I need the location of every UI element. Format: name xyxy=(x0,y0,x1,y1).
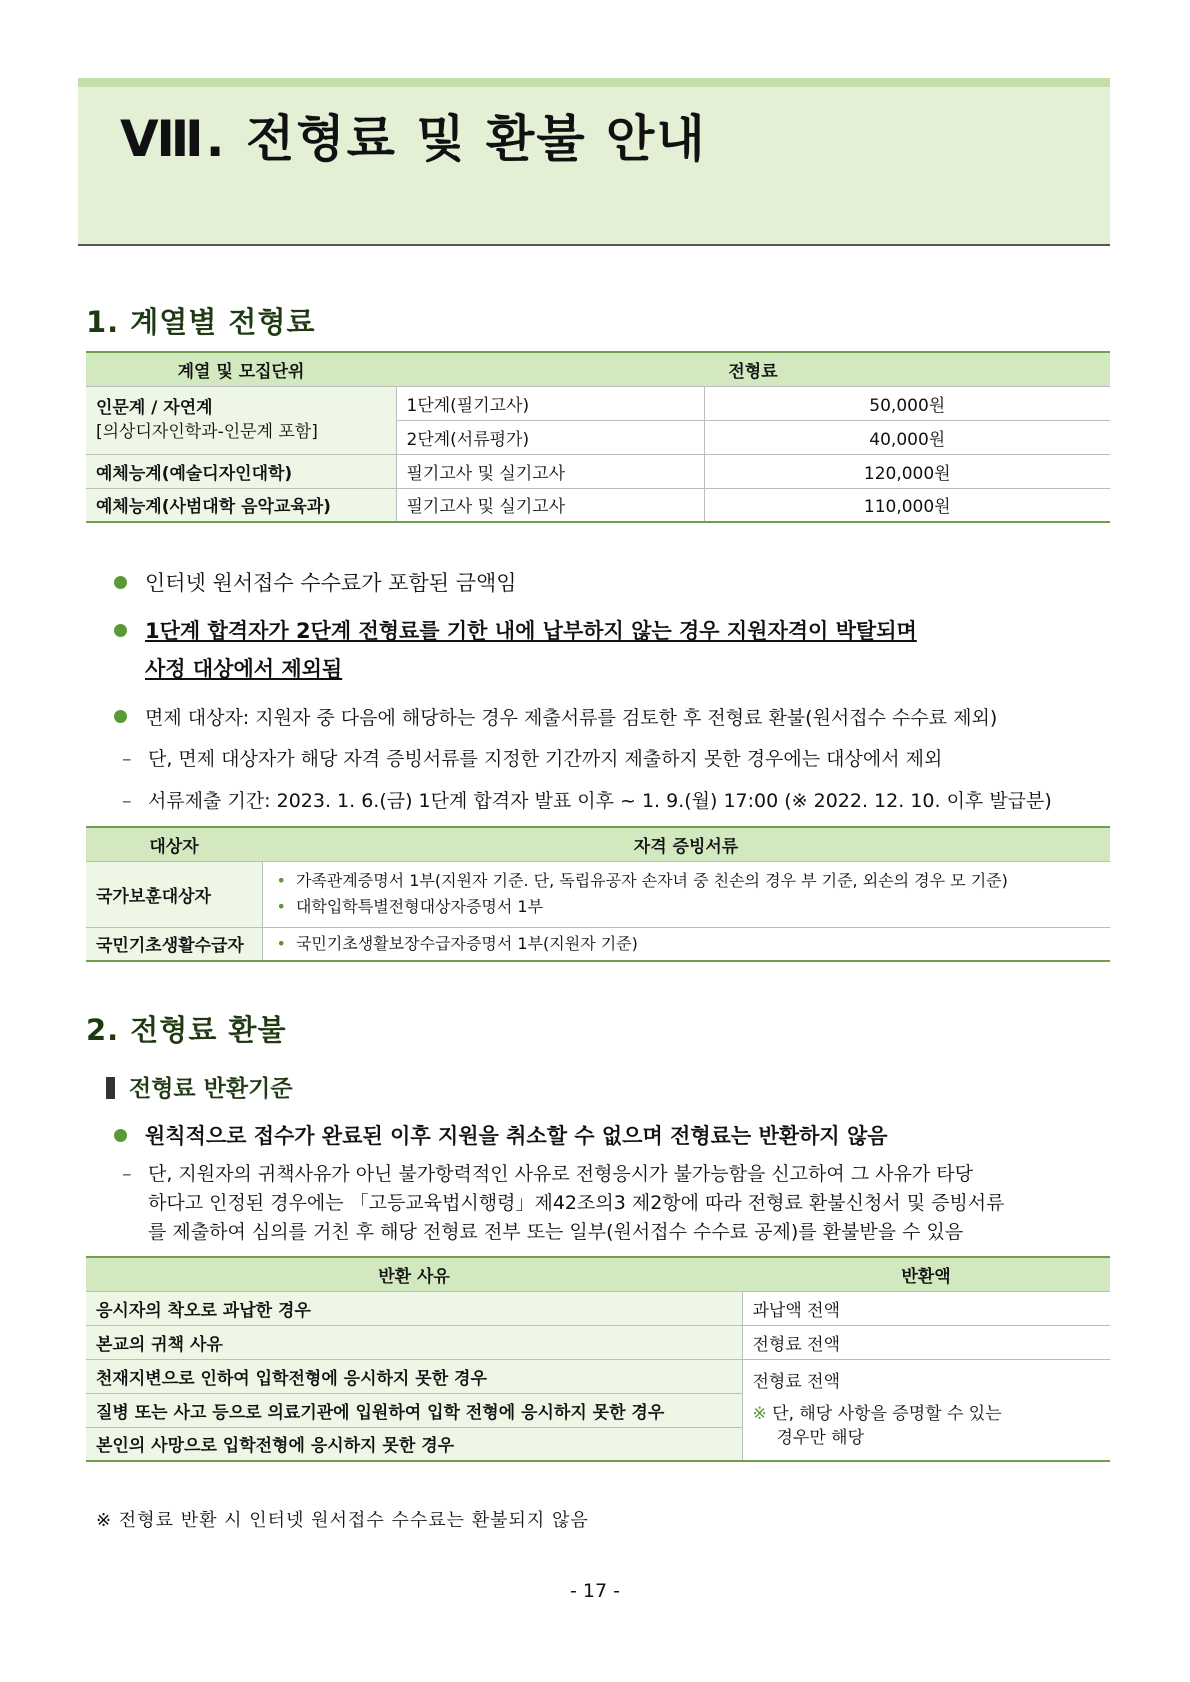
table-cell: 질병 또는 사고 등으로 의료기관에 입원하여 입학 전형에 응시하지 못한 경우 xyxy=(86,1393,742,1427)
section-bar-icon xyxy=(106,1077,115,1099)
fee-table xyxy=(86,351,1110,523)
refund-note-text: 경우만 해당 xyxy=(776,1427,865,1448)
bullet-item xyxy=(114,612,1114,688)
list-item xyxy=(277,868,1097,894)
bullet-icon: • xyxy=(276,933,286,953)
bullet-dot-icon xyxy=(114,624,127,637)
bullet-dot-icon xyxy=(114,576,127,589)
chapter-banner xyxy=(78,78,1110,246)
dash-text: 서류제출 기간: 2023. 1. 6.(금) 1단계 합격자 발표 이후 ~ 1. 9.(월) 17:00 (※ 2022. 12. 10. 이후 발급분) xyxy=(148,790,1052,812)
table-cell xyxy=(262,861,1110,927)
table-cell: 1단계(필기고사) xyxy=(396,386,704,420)
dash-text: 단, 지원자의 귀책사유가 아닌 불가항력적인 사유로 전형응시가 불가능함을 신고하여 그 사유가 타당 xyxy=(148,1163,973,1185)
list-item xyxy=(277,894,1097,920)
bullet-text: 사정 대상에서 제외됨 xyxy=(145,657,343,681)
list-item xyxy=(277,931,1097,957)
page-number: - 17 - xyxy=(570,1580,620,1602)
table-header: 대상자 xyxy=(86,827,262,861)
table-cell: 필기고사 및 실기고사 xyxy=(396,454,704,488)
dash-item xyxy=(122,787,1112,816)
document-list xyxy=(277,931,1097,957)
bullet-dot-icon xyxy=(114,710,127,723)
bullet-text: 원칙적으로 접수가 완료된 이후 지원을 취소할 수 없으며 전형료는 반환하지 않음 xyxy=(145,1124,888,1148)
refund-note xyxy=(753,1402,1101,1450)
bullet-text: 면제 대상자: 지원자 중 다음에 해당하는 경우 제출서류를 검토한 후 전형료 환불(원서접수 수수료 제외) xyxy=(145,707,998,729)
list-item-text: 국민기초생활보장수급자증명서 1부(지원자 기준) xyxy=(295,933,638,953)
dash-text: 하다고 인정된 경우에는 「고등교육법시행령」제42조의3 제2항에 따라 전형료 환불신청서 및 증빙서류 xyxy=(148,1192,1005,1214)
dash-item xyxy=(122,1160,1112,1247)
bullet-icon: • xyxy=(276,897,286,916)
section-2-title: 2. 전형료 환불 xyxy=(86,1013,287,1047)
table-cell: 응시자의 착오로 과납한 경우 xyxy=(86,1291,742,1325)
dash-icon: – xyxy=(122,1163,132,1185)
group-label: 인문계 / 자연계 xyxy=(96,398,213,418)
table-cell: 본교의 귀책 사유 xyxy=(86,1325,742,1359)
table-row xyxy=(86,1291,1110,1325)
table-cell: 본인의 사망으로 입학전형에 응시하지 못한 경우 xyxy=(86,1427,742,1461)
group-note: [의상디자인학과-인문계 포함] xyxy=(96,422,318,442)
bullet-item xyxy=(114,1118,1114,1154)
list-item-text: 가족관계증명서 1부(지원자 기준. 단, 독립유공자 손자녀 중 친손의 경우 부 기준, 외손의 경우 모 기준) xyxy=(295,871,1008,890)
table-cell: 천재지변으로 인하여 입학전형에 응시하지 못한 경우 xyxy=(86,1359,742,1393)
bullet-dot-icon xyxy=(114,1129,127,1142)
bullet-icon: • xyxy=(276,871,286,890)
table-cell: 전형료 전액 xyxy=(742,1325,1110,1359)
table-cell: 110,000원 xyxy=(704,488,1110,522)
table-header-row xyxy=(86,1257,1110,1291)
table-cell: 예체능계(예술디자인대학) xyxy=(86,454,396,488)
dash-icon: – xyxy=(122,748,132,770)
table-cell: 120,000원 xyxy=(704,454,1110,488)
bullet-text: 인터넷 원서접수 수수료가 포함된 금액임 xyxy=(145,571,517,595)
chapter-title: Ⅷ. 전형료 및 환불 안내 xyxy=(120,110,707,168)
refund-note-text: 단, 해당 사항을 증명할 수 있는 xyxy=(772,1403,1002,1424)
table-header-row xyxy=(86,352,1110,386)
table-header: 자격 증빙서류 xyxy=(262,827,1110,861)
dash-text: 를 제출하여 심의를 거친 후 해당 전형료 전부 또는 일부(원서접수 수수료 공제)를 환불받을 수 있음 xyxy=(148,1221,964,1243)
dash-text: 단, 면제 대상자가 해당 자격 증빙서류를 지정한 기간까지 제출하지 못한 경우에는 대상에서 제외 xyxy=(148,748,943,770)
bullet-text: 1단계 합격자가 2단계 전형료를 기한 내에 납부하지 않는 경우 지원자격이 박탈되며 xyxy=(145,619,917,643)
document-list xyxy=(277,868,1097,920)
table-row xyxy=(86,1359,1110,1393)
table-row xyxy=(86,386,1110,420)
table-header: 반환액 xyxy=(742,1257,1110,1291)
table-cell: 국민기초생활수급자 xyxy=(86,927,262,961)
table-cell xyxy=(262,927,1110,961)
list-item-text: 대학입학특별전형대상자증명서 1부 xyxy=(295,897,544,916)
reference-mark: ※ xyxy=(752,1403,767,1424)
table-header: 계열 및 모집단위 xyxy=(86,352,396,386)
section-1-title: 1. 계열별 전형료 xyxy=(86,305,316,339)
subsection-title xyxy=(106,1070,293,1103)
dash-item xyxy=(122,745,1112,774)
table-row xyxy=(86,861,1110,927)
table-cell: 50,000원 xyxy=(704,386,1110,420)
table-cell: 예체능계(사범대학 음악교육과) xyxy=(86,488,396,522)
footnote: ※ 전형료 반환 시 인터넷 원서접수 수수료는 환불되지 않음 xyxy=(96,1510,589,1531)
subsection-title-text: 전형료 반환기준 xyxy=(129,1076,293,1102)
table-cell: 과납액 전액 xyxy=(742,1291,1110,1325)
table-header: 전형료 xyxy=(396,352,1110,386)
refund-table xyxy=(86,1256,1110,1462)
bullet-item xyxy=(114,700,1114,736)
bullet-item xyxy=(114,565,1114,601)
table-header-row xyxy=(86,827,1110,861)
table-cell xyxy=(86,386,396,454)
table-row xyxy=(86,1325,1110,1359)
table-row xyxy=(86,927,1110,961)
table-cell xyxy=(742,1359,1110,1461)
refund-amount: 전형료 전액 xyxy=(752,1371,841,1392)
table-cell: 2단계(서류평가) xyxy=(396,420,704,454)
table-header: 반환 사유 xyxy=(86,1257,742,1291)
table-cell: 필기고사 및 실기고사 xyxy=(396,488,704,522)
exemption-table xyxy=(86,826,1110,962)
dash-icon: – xyxy=(122,790,132,812)
table-cell: 40,000원 xyxy=(704,420,1110,454)
table-cell: 국가보훈대상자 xyxy=(86,861,262,927)
table-row xyxy=(86,454,1110,488)
table-row xyxy=(86,488,1110,522)
